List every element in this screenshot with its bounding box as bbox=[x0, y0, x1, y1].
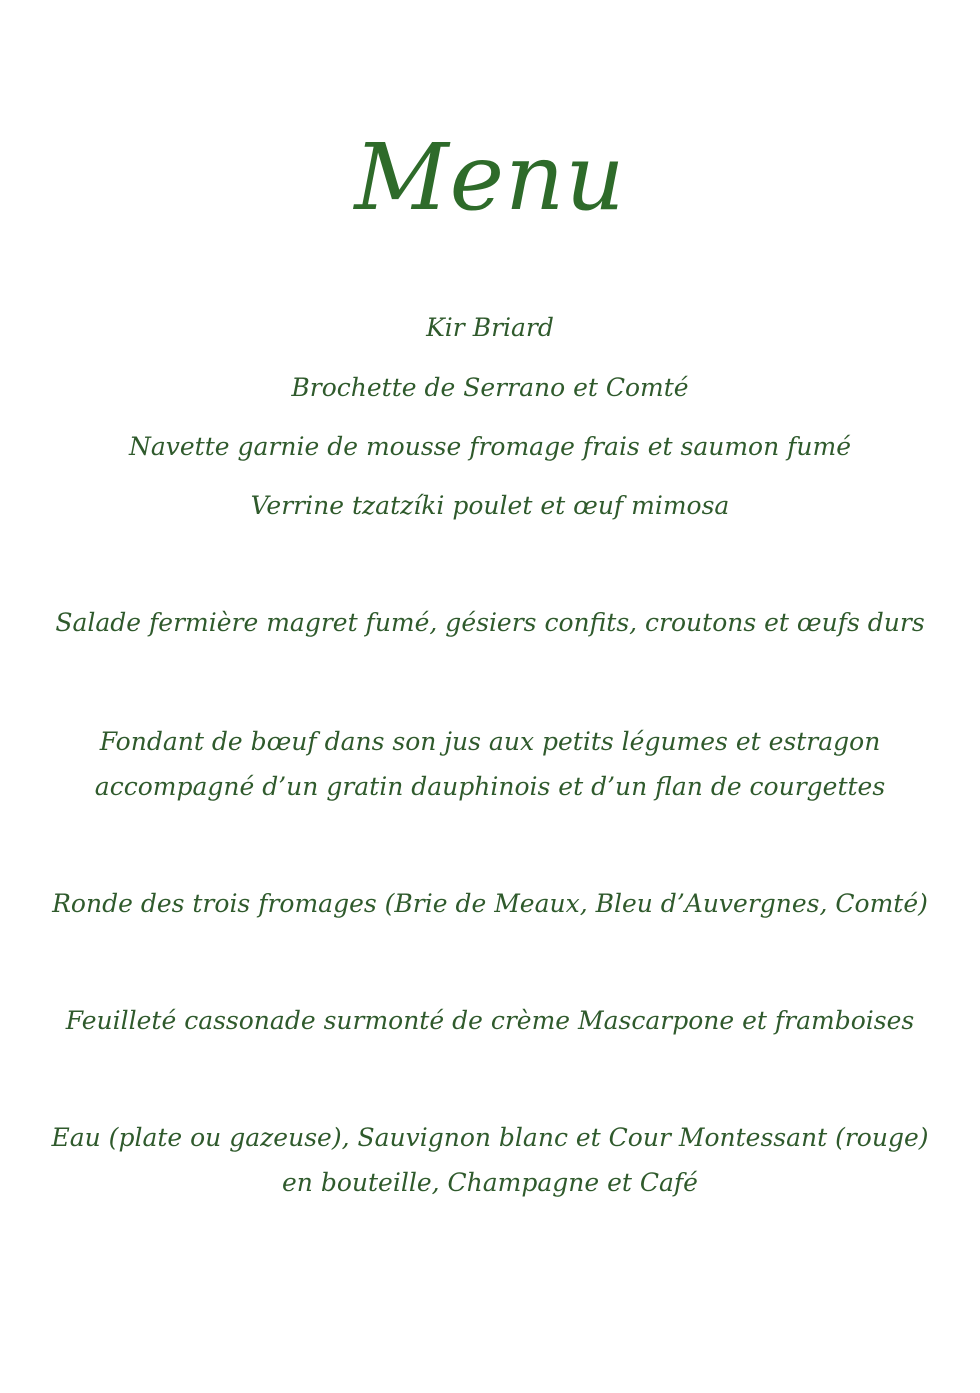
aperitif-line-4: Verrine tzatzíki poulet et œuf mimosa bbox=[250, 491, 730, 520]
plat-line-2: accompagné d’un gratin dauphinois et d’un flan de courgettes bbox=[94, 772, 886, 801]
fromage-line-1: Ronde des trois fromages (Brie de Meaux, Bleu d’Auvergnes, Comté) bbox=[52, 889, 928, 918]
boissons-line-1: Eau (plate ou gazeuse), Sauvignon blanc et Cour Montessant (rouge) bbox=[51, 1123, 929, 1152]
aperitif-line-1: Kir Briard bbox=[426, 313, 554, 342]
aperitif-line-3: Navette garnie de mousse fromage frais et saumon fumé bbox=[128, 432, 851, 461]
plat-line-1: Fondant de bœuf dans son jus aux petits légumes et estragon bbox=[99, 727, 881, 756]
aperitif-line-2: Brochette de Serrano et Comté bbox=[291, 373, 689, 402]
entree-line-1: Salade fermière magret fumé, gésiers confits, croutons et œufs durs bbox=[55, 608, 925, 637]
dessert-line-1: Feuilleté cassonade surmonté de crème Mascarpone et framboises bbox=[65, 1006, 915, 1035]
menu-title: Menu bbox=[354, 124, 626, 231]
boissons-line-2: en bouteille, Champagne et Café bbox=[282, 1168, 698, 1197]
